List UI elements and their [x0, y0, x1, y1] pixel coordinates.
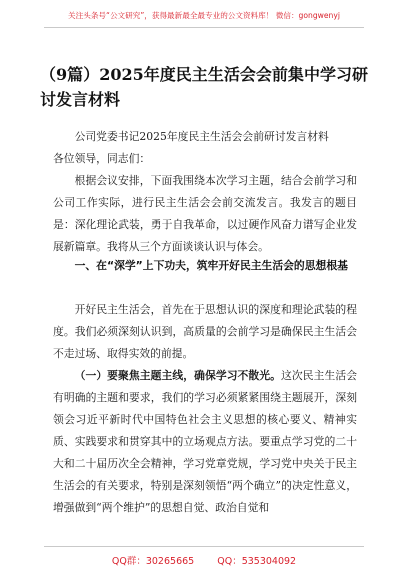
footer-qq: QQ：535304092 [217, 556, 297, 567]
document-title: （9篇）2025年度民主生活会会前集中学习研讨发言材料 [40, 65, 368, 109]
paragraph-1: 开好民主生活会，首先在于思想认识的深度和理论武装的程度。我们必须深刻认识到，高质量的会前学习是确保民主生活会不走过场、取得实效的前提。 [53, 303, 357, 360]
subsection-heading-1: （一）要聚焦主题主线，确保学习不散光。 [74, 369, 282, 382]
paragraph-2-text: 这次民主生活会有明确的主题和要求，我们的学习必须紧紧围绕主题展开，深刻领会习近平新时代中国特色社会主义思想的核心要义、精神实质、实践要求和贯穿其中的立场观点方法。要重点学习党的二十大和二十届历次全会精神，学习党章党规，学习党中央关于民主生活会的有关要求，特别是深刻领悟“两个确立”的决定性意义，增强做到“两个维护”的思想自觉、政治自觉和 [53, 369, 357, 514]
document-subtitle: 公司党委书记2025年度民主生活会会前研讨发言材料 [74, 130, 329, 143]
section-heading-1: 一、在“深学”上下功夫，筑牢开好民主生活会的思想根基 [74, 259, 348, 272]
salutation: 各位领导，同志们： [53, 152, 151, 165]
header-divider [44, 27, 364, 28]
footer-qq-group: QQ群：30265665 [111, 556, 195, 567]
footer-contacts [0, 553, 408, 567]
header-notice: 关注头条号“公文研究”，获得最新最全最专业的公文资料库！ 微信：gongwenyj [68, 11, 340, 20]
paragraph-2 [53, 365, 357, 519]
intro-paragraph: 根据会议安排，下面我围绕本次学习主题，结合会前学习和公司工作实际，进行民主生活会会前交流发言。我发言的题目是：深化理论武装，勇于自我革命，以过硬作风奋力谱写企业发展新篇章。我将从三个方面谈谈认识与体会。 [53, 174, 357, 253]
footer-divider [44, 546, 364, 547]
